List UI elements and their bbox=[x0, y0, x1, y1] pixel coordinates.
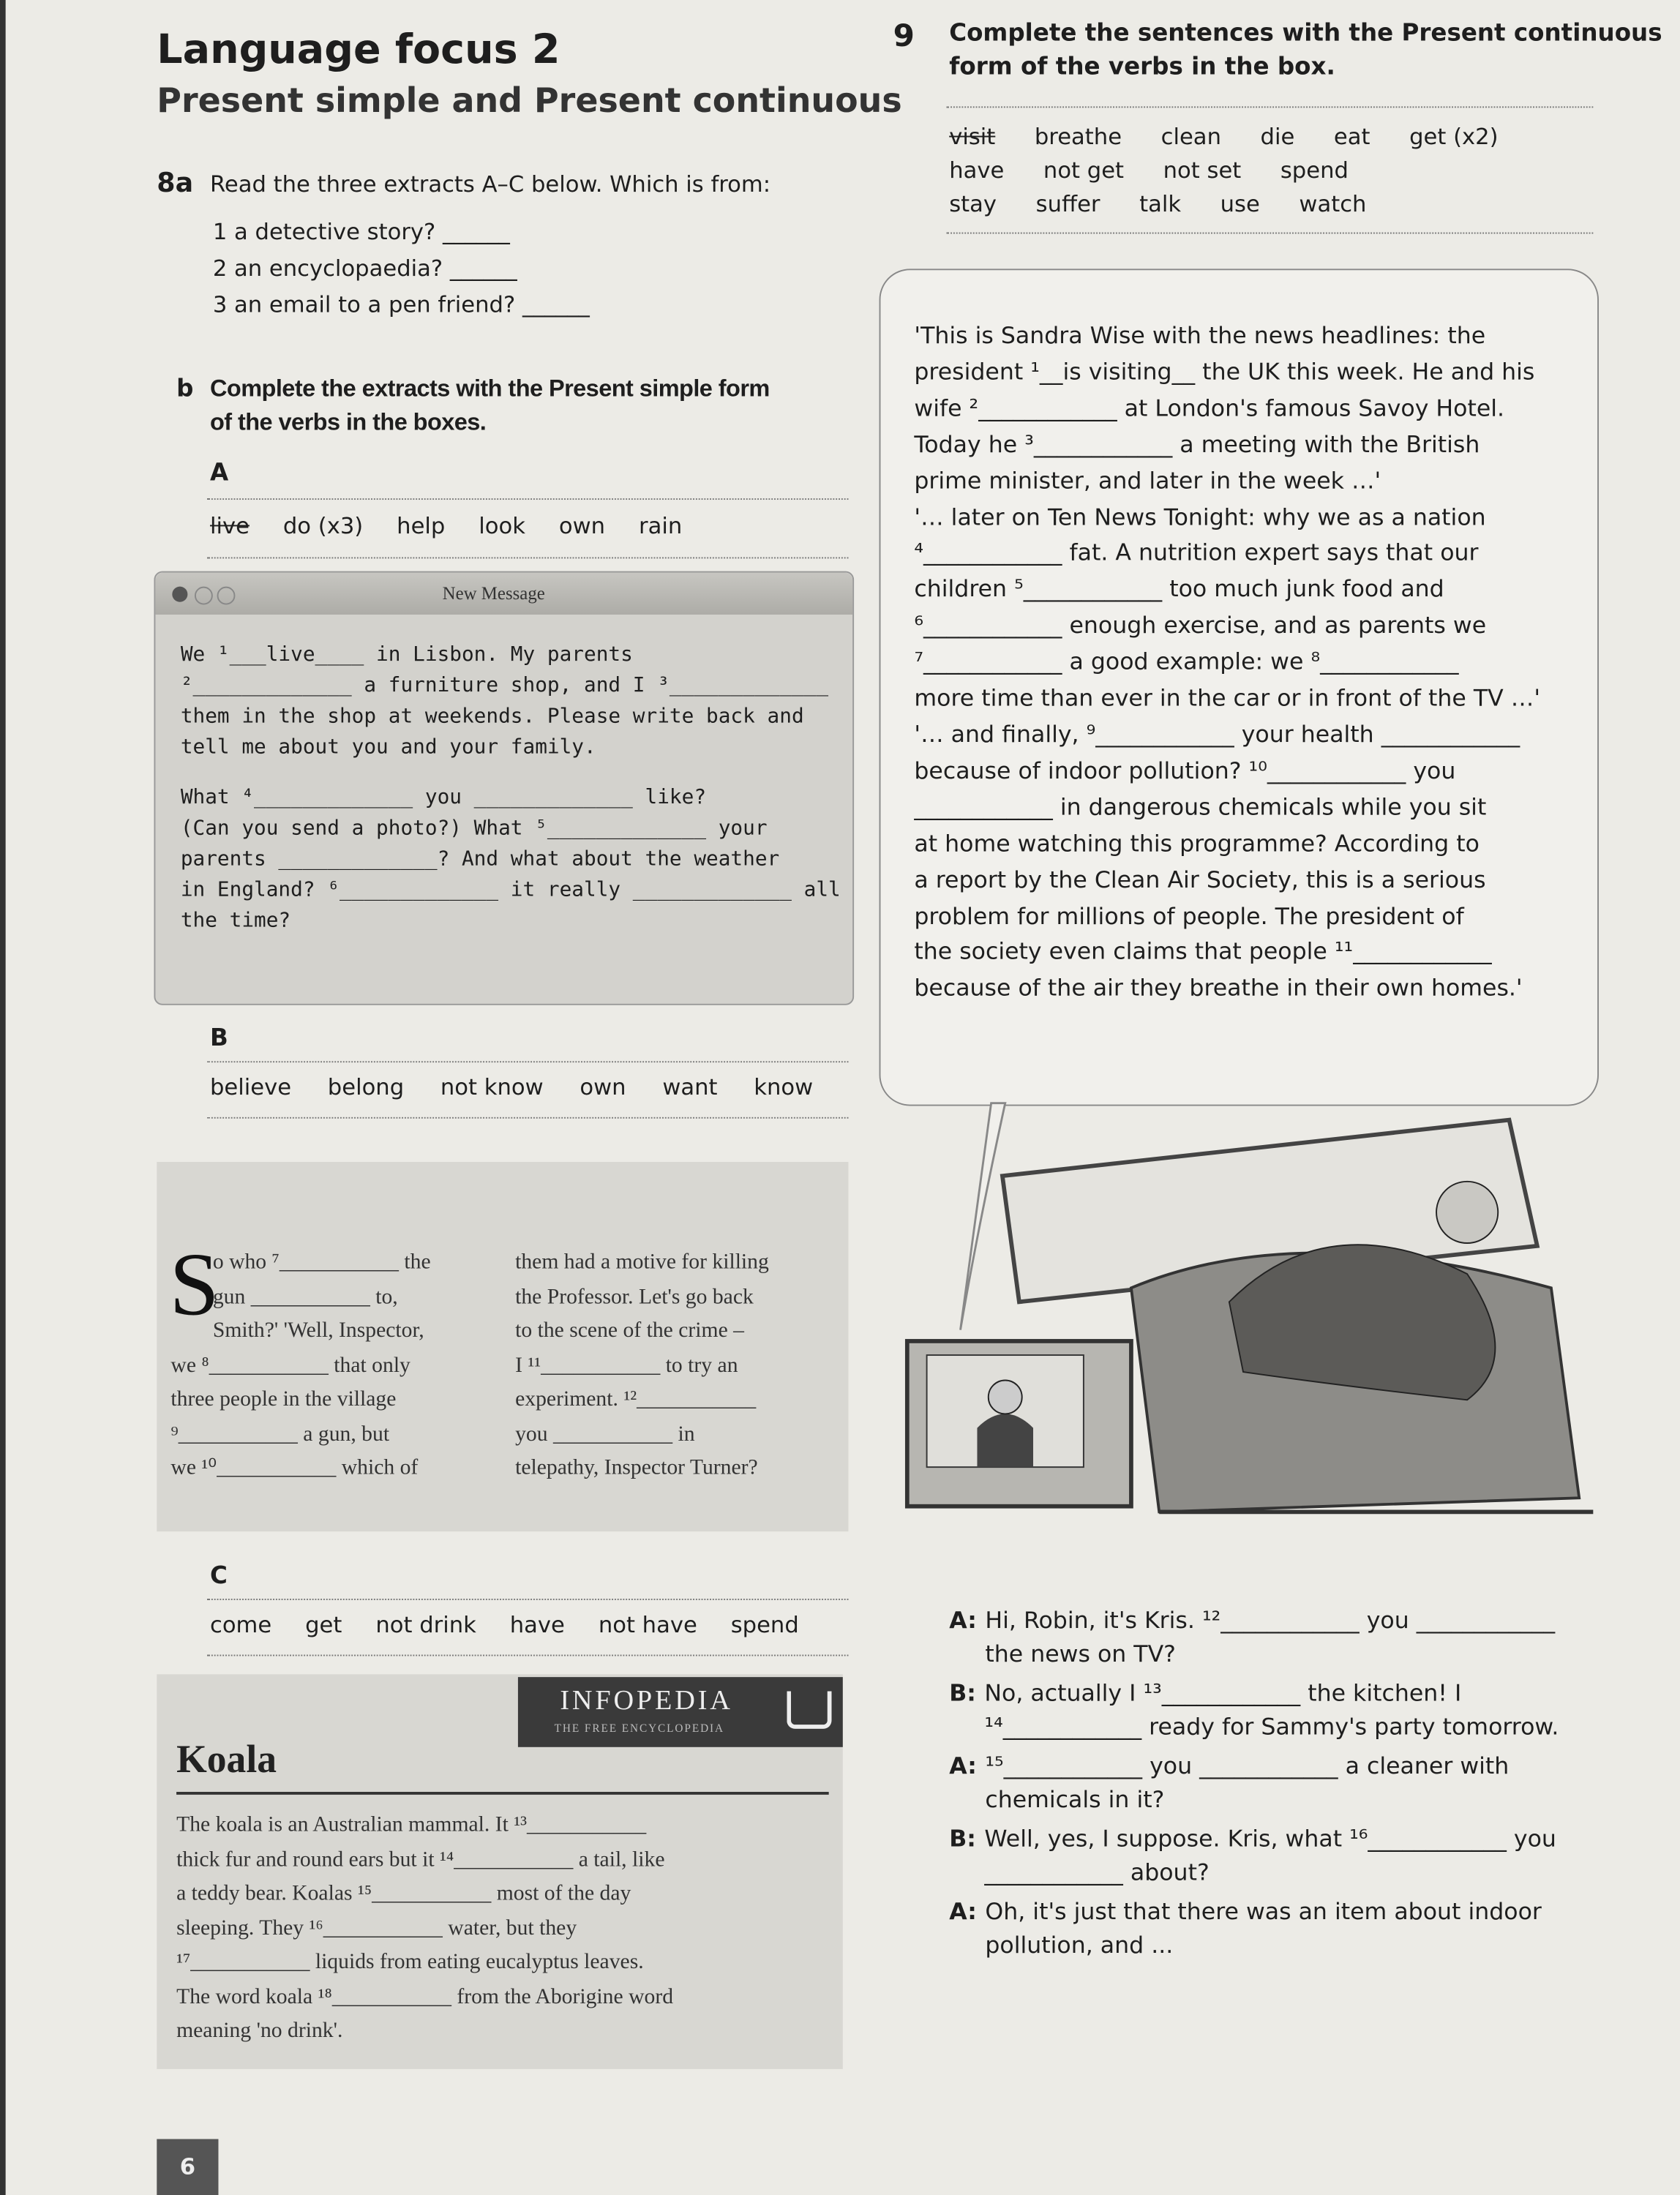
verb: eat bbox=[1333, 123, 1370, 150]
verb: want bbox=[662, 1073, 718, 1100]
infopedia-logo bbox=[518, 1677, 843, 1747]
news-text bbox=[914, 318, 1540, 1007]
verb: know bbox=[754, 1073, 814, 1100]
verb-box bbox=[210, 512, 682, 539]
email-line: What ⁴_____________ you _____________ like? bbox=[180, 787, 707, 809]
dialogue-line: ____________ about? bbox=[984, 1858, 1210, 1886]
verb: watch bbox=[1299, 190, 1367, 217]
minimize-window-button[interactable] bbox=[195, 587, 213, 605]
story-line: telepathy, Inspector Turner? bbox=[515, 1455, 758, 1480]
article-heading: Koala bbox=[176, 1738, 277, 1782]
story-column-2 bbox=[515, 1246, 769, 1486]
close-window-button[interactable] bbox=[172, 587, 187, 602]
speaker: B: bbox=[949, 1679, 976, 1707]
story-line: I ¹¹___________ to try an bbox=[515, 1353, 738, 1377]
article-line: a teddy bear. Koalas ¹⁵___________ most of the day bbox=[176, 1881, 631, 1906]
exercise-number: 9 bbox=[893, 19, 915, 55]
email-line: them in the shop at weekends. Please write back and bbox=[180, 705, 804, 728]
news-line: ⁷____________ a good example: we ⁸____________ bbox=[914, 648, 1459, 675]
news-line: '… and finally, ⁹____________ your health ____________ bbox=[914, 721, 1520, 748]
article-line: sleeping. They ¹⁶___________ water, but they bbox=[176, 1916, 577, 1940]
story-line: them had a motive for killing bbox=[515, 1250, 769, 1275]
dialogue-line: ¹⁴____________ ready for Sammy's party tomorrow. bbox=[984, 1713, 1559, 1741]
verb: belong bbox=[327, 1073, 405, 1100]
story-line: gun ___________ to, bbox=[212, 1284, 398, 1308]
news-line: president ¹__is visiting__ the UK this week. He and his bbox=[914, 358, 1535, 385]
verb: spend bbox=[1280, 157, 1349, 184]
story-line: we ⁸___________ that only bbox=[170, 1353, 410, 1377]
encyclopedia-panel bbox=[157, 1674, 843, 2069]
verb: spend bbox=[730, 1611, 799, 1638]
news-line: more time than ever in the car or in front of the TV …' bbox=[914, 684, 1541, 712]
verb: do (x3) bbox=[282, 512, 364, 539]
verb: visit bbox=[949, 123, 996, 150]
newsreader bbox=[977, 1414, 1033, 1467]
dialogue-line: Well, yes, I suppose. Kris, what ¹⁶____________ you bbox=[984, 1825, 1556, 1853]
news-line: ⁶____________ enough exercise, and as parents we bbox=[914, 612, 1487, 639]
verb: rain bbox=[639, 512, 683, 539]
article-line: thick fur and round ears but it ¹⁴___________ a tail, like bbox=[176, 1847, 665, 1872]
news-line: prime minister, and later in the week …' bbox=[914, 467, 1381, 494]
verb: not get bbox=[1043, 157, 1125, 184]
exercise-prompt: form of the verbs in the box. bbox=[949, 53, 1335, 81]
story-line: we ¹⁰___________ which of bbox=[170, 1455, 419, 1480]
dialogue-line: Oh, it's just that there was an item about indoor bbox=[985, 1898, 1542, 1925]
exercise-prompt: Read the three extracts A–C below. Which is from: bbox=[209, 170, 771, 198]
article-body bbox=[176, 1809, 673, 2049]
dialogue-line: the news on TV? bbox=[985, 1640, 1176, 1667]
dialogue-line: pollution, and ... bbox=[985, 1932, 1174, 1959]
verb: believe bbox=[209, 1073, 292, 1100]
window-titlebar bbox=[155, 573, 852, 615]
news-line: the society even claims that people ¹¹____________ bbox=[914, 938, 1492, 966]
verb: clean bbox=[1160, 123, 1221, 150]
news-line: ____________ in dangerous chemicals while you sit bbox=[914, 793, 1487, 820]
verb-box bbox=[210, 1074, 813, 1100]
dialogue-line: Hi, Robin, it's Kris. ¹²____________ you ____________ bbox=[985, 1607, 1556, 1634]
dialogue-turn bbox=[949, 1750, 1559, 1817]
story-line: the Professor. Let's go back bbox=[515, 1284, 754, 1308]
zoom-window-button[interactable] bbox=[217, 587, 236, 605]
brand-tagline: THE FREE ENCYCLOPEDIA bbox=[554, 1722, 725, 1735]
email-line: tell me about you and your family. bbox=[180, 736, 596, 759]
verb: live bbox=[209, 512, 250, 539]
news-line: '… later on Ten News Tonight: why we as a nation bbox=[914, 503, 1486, 530]
dialogue-line: chemicals in it? bbox=[985, 1786, 1165, 1813]
extract-label: B bbox=[209, 1024, 228, 1053]
news-line: problem for millions of people. The president of bbox=[914, 902, 1464, 929]
extract-label: A bbox=[209, 459, 229, 487]
book-icon bbox=[787, 1691, 831, 1729]
news-line: ⁴____________ fat. A nutrition expert says that our bbox=[914, 539, 1479, 566]
article-line: The word koala ¹⁸___________ from the Aborigine word bbox=[176, 1984, 674, 2008]
story-column-1 bbox=[170, 1246, 430, 1486]
verb-box-row bbox=[949, 123, 1498, 149]
article-line: ¹⁷___________ liquids from eating eucalyptus leaves. bbox=[176, 1950, 644, 1974]
story-line: ⁹___________ a gun, but bbox=[170, 1421, 390, 1446]
email-line: parents _____________? And what about the weather bbox=[180, 848, 780, 871]
speech-bubble bbox=[880, 269, 1599, 1106]
verb: die bbox=[1260, 123, 1295, 150]
news-line: at home watching this programme? According to bbox=[914, 829, 1480, 857]
email-line: the time? bbox=[180, 909, 291, 933]
verb: get (x2) bbox=[1409, 123, 1499, 150]
story-line: Smith?' 'Well, Inspector, bbox=[212, 1318, 424, 1343]
story-line: you ___________ in bbox=[515, 1421, 695, 1446]
speaker: A: bbox=[949, 1898, 977, 1925]
email-line: (Can you send a photo?) What ⁵_____________ your bbox=[180, 817, 768, 840]
newsreader-head bbox=[989, 1381, 1022, 1414]
question-item[interactable]: 1 a detective story? ______ bbox=[212, 218, 510, 245]
email-line: ²_____________ a furniture shop, and I ³_____________ bbox=[180, 675, 829, 697]
verb: suffer bbox=[1035, 190, 1100, 217]
verb: help bbox=[397, 512, 446, 539]
brand-name: INFOPEDIA bbox=[560, 1685, 733, 1716]
verb-box-row bbox=[949, 157, 1349, 183]
question-item[interactable]: 3 an email to a pen friend? ______ bbox=[212, 290, 590, 318]
dialogue-turn bbox=[949, 1605, 1559, 1672]
verb: not set bbox=[1163, 157, 1242, 184]
verb: come bbox=[209, 1611, 272, 1638]
verb: have bbox=[949, 157, 1005, 184]
story-line: to the scene of the crime – bbox=[515, 1318, 745, 1343]
speech-bubble-tail bbox=[961, 1103, 1005, 1330]
tv-watching-illustration bbox=[880, 1092, 1608, 1568]
exercise-number: 8a bbox=[157, 168, 194, 199]
speaker: A: bbox=[949, 1607, 977, 1634]
dialogue bbox=[949, 1605, 1559, 1963]
dialogue-turn bbox=[949, 1677, 1559, 1744]
story-line: experiment. ¹²___________ bbox=[515, 1387, 757, 1411]
news-line: wife ²____________ at London's famous Savoy Hotel. bbox=[914, 394, 1505, 421]
person-head bbox=[1436, 1182, 1498, 1243]
verb-box-row bbox=[949, 190, 1366, 217]
verb: look bbox=[479, 512, 525, 539]
question-item[interactable]: 2 an encyclopaedia? ______ bbox=[212, 255, 517, 282]
email-line: We ¹___live____ in Lisbon. My parents bbox=[180, 644, 633, 667]
news-line: children ⁵____________ too much junk food and bbox=[914, 576, 1444, 603]
email-window bbox=[154, 571, 854, 1005]
verb: have bbox=[509, 1611, 565, 1638]
dialogue-line: ¹⁵____________ you ____________ a cleaner with bbox=[985, 1752, 1510, 1779]
exercise-prompt: Complete the extracts with the Present simple form bbox=[209, 375, 770, 402]
article-line: The koala is an Australian mammal. It ¹³___________ bbox=[176, 1812, 647, 1837]
story-line: o who ⁷___________ the bbox=[212, 1250, 431, 1275]
dialogue-turn bbox=[949, 1823, 1559, 1890]
detective-story-panel bbox=[157, 1162, 848, 1531]
dialogue-line: No, actually I ¹³____________ the kitchen! I bbox=[984, 1679, 1462, 1707]
speaker: A: bbox=[949, 1752, 977, 1779]
verb: get bbox=[305, 1611, 342, 1638]
page-spine bbox=[0, 0, 6, 2195]
verb: not have bbox=[598, 1611, 697, 1638]
news-line: because of indoor pollution? ¹⁰____________ you bbox=[914, 757, 1456, 784]
verb: own bbox=[580, 1073, 626, 1100]
news-line: 'This is Sandra Wise with the news headlines: the bbox=[914, 322, 1486, 349]
dialogue-turn bbox=[949, 1896, 1559, 1963]
news-line: Today he ³____________ a meeting with the British bbox=[914, 430, 1480, 458]
window-title: New Message bbox=[442, 582, 545, 604]
section-subtitle: Present simple and Present continuous bbox=[157, 80, 902, 121]
verb: breathe bbox=[1034, 123, 1122, 150]
email-body bbox=[181, 639, 841, 937]
news-line: a report by the Clean Air Society, this is a serious bbox=[914, 866, 1486, 893]
extract-label: C bbox=[209, 1562, 228, 1591]
verb: not know bbox=[440, 1073, 544, 1100]
verb: talk bbox=[1139, 190, 1182, 217]
speaker: B: bbox=[949, 1825, 976, 1853]
drop-cap: S bbox=[169, 1234, 220, 1335]
exercise-prompt: Complete the sentences with the Present continuous bbox=[949, 19, 1662, 48]
news-line: because of the air they breathe in their own homes.' bbox=[914, 975, 1523, 1002]
verb-box bbox=[210, 1611, 799, 1637]
verb: stay bbox=[949, 190, 997, 217]
verb: not drink bbox=[375, 1611, 476, 1638]
section-title: Language focus 2 bbox=[157, 25, 560, 73]
email-line: in England? ⁶_____________ it really _____________ all bbox=[180, 879, 841, 902]
exercise-number: b bbox=[176, 375, 194, 404]
verb: use bbox=[1220, 190, 1260, 217]
story-line: three people in the village bbox=[170, 1387, 397, 1411]
verb: own bbox=[558, 512, 606, 539]
exercise-prompt: of the verbs in the boxes. bbox=[209, 408, 487, 436]
page-number: 6 bbox=[157, 2139, 218, 2195]
article-line: meaning 'no drink'. bbox=[176, 2018, 343, 2043]
